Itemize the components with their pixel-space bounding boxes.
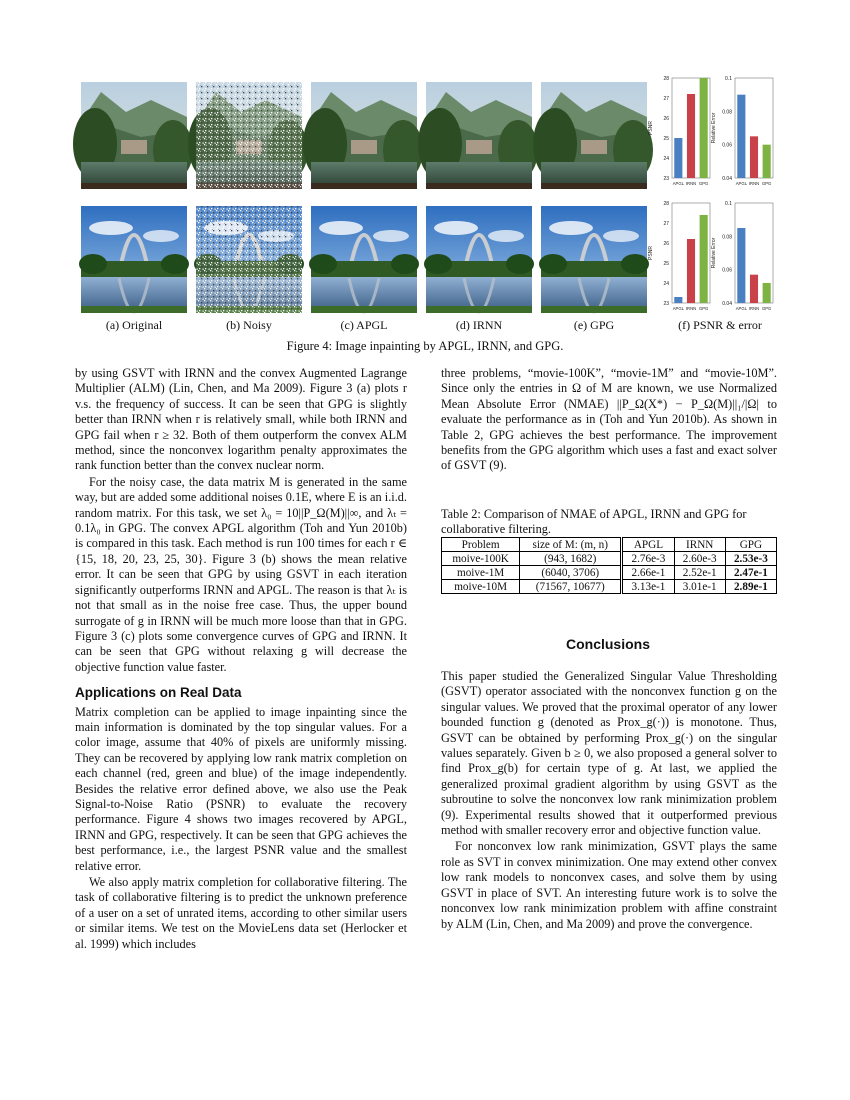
subcaption-gpg: (e) GPG [573, 318, 615, 332]
bar-apgl [674, 297, 682, 303]
right-column-top [441, 366, 777, 475]
image-irnn-2 [424, 206, 534, 313]
y-tick-label: 23 [663, 301, 669, 307]
x-tick-label: APGL [735, 306, 747, 311]
y-tick-label: 24 [663, 156, 669, 162]
y-tick-label: 0.08 [722, 109, 732, 116]
left-column [75, 366, 407, 953]
table-header: GPG [725, 538, 776, 552]
table-row [442, 552, 777, 566]
bar-irnn [750, 136, 758, 178]
subcaption-irnn: (d) IRNN [455, 318, 503, 332]
x-tick-label: GPG [762, 181, 772, 186]
y-tick-label: 0.1 [725, 76, 732, 82]
table-cell: (943, 1682) [520, 552, 622, 566]
bar-apgl [737, 95, 745, 178]
paragraph: by using GSVT with IRNN and the convex Augmented Lagrange Multiplier (ALM) (Lin, Chen, and Ma 2009). Figure 3 (a) plots r v.s. the frequency of success. It can be seen that GPG is slightly better than IRNN when r is relatively small, while both IRNN and GPG fail when r ≥ 32. Both of them outperform the convex ALM method, since the nonconvex logarithm penalty approximates the rank function better than the convex nuclear norm. [75, 366, 407, 473]
psnr-error-charts [640, 70, 790, 320]
section-heading: Applications on Real Data [75, 685, 242, 701]
y-tick-label: 23 [663, 176, 669, 182]
paragraph: This paper studied the Generalized Singular Value Thresholding (GSVT) operator associated with the nonconvex function g on the singular values. We proved that the proximal operator of any lower bounded function g (denoted as Prox_g(·)) is monotone. Thus, GSVT can be obtained by performing Prox_g(·) on the singular values separately. Given b ≥ 0, we also proposed a general solver to find Prox_g(b) for certain type of g. At last, we applied the generalized proximal gradient algorithm by using GSVT as the subroutine to solve the nonconvex low rank minimization problem (9). Experimental results showed that it outperformed previous method with smaller recovery error and objective function value. [441, 669, 777, 838]
y-tick-label: 26 [663, 241, 669, 247]
bar-gpg [763, 283, 771, 303]
image-noisy-1 [188, 82, 308, 189]
image-original-1 [73, 82, 193, 189]
table-cell: moive-10M [442, 580, 520, 594]
paragraph: For the noisy case, the data matrix M is generated in the same way, but are added some additional noises 0.1E, where E is an i.i.d. random matrix. For this task, we set λ₀ = 10||P_Ω(M)||∞, and λₜ = 0.1λ₀ in GPG. The convex APGL algorithm (Toh and Yun 2010b) is compared in this task. Each method is run 100 times for each r ∈ {15, 18, 20, 23, 25, 30}. Figure 3 (b) shows the mean relative error. It can be seen that GPG by using GSVT in each iteration significantly outperforms IRNN and APGL. The reason is that λₜ is not that small as in the noise free case. Thus, the upper bound surrogate of g in IRNN will be much more loose than that in GPG. Figure 3 (c) plots some convergence curves of GPG and IRNN. It can be seen that GPG without relaxing g will decrease the objective function value faster. [75, 474, 407, 674]
y-tick-label: 24 [663, 281, 669, 287]
subcaption-noisy: (b) Noisy [226, 318, 272, 332]
subcaption-original: (a) Original [105, 318, 163, 332]
bar-gpg [700, 215, 708, 303]
x-tick-label: IRNN [748, 181, 760, 186]
y-axis-label: PSNR [648, 246, 654, 260]
table-cell: 2.76e-3 [622, 552, 674, 566]
y-tick-label: 27 [663, 96, 669, 102]
table-header: IRNN [674, 538, 725, 552]
bar-gpg [763, 145, 771, 178]
y-tick-label: 28 [663, 201, 669, 207]
image-apgl-2 [309, 206, 419, 313]
y-axis-label: PSNR [648, 121, 654, 135]
paragraph: We also apply matrix completion for collaborative filtering. The task of collaborative filtering is to predict the unknown preference of a user on a set of unrated items, according to other similar users or similar items. We test on the MovieLens data set (Herlocker et al. 1999) which includes [75, 875, 407, 951]
x-tick-label: APGL [672, 306, 684, 311]
table-cell: 2.66e-1 [622, 566, 674, 580]
table-cell: 3.13e-1 [622, 580, 674, 594]
table-cell: (6040, 3706) [520, 566, 622, 580]
figure-caption: Figure 4: Image inpainting by APGL, IRNN, and GPG. [286, 339, 564, 353]
x-tick-label: IRNN [748, 306, 760, 311]
y-tick-label: 26 [663, 116, 669, 122]
y-tick-label: 0.08 [722, 234, 732, 241]
table-cell: (71567, 10677) [520, 580, 622, 594]
nmae-table [441, 537, 777, 594]
paragraph: For nonconvex low rank minimization, GSVT plays the same role as SVT in convex minimization. One may extend other convex low rank models to nonconvex cases, and solve them by using GSVT in place of SVT. An interesting future work is to solve the nonconvex low rank minimization problem with affine constraint by ALM (Lin, Chen, and Ma 2009) and prove the convergence. [441, 839, 777, 931]
y-tick-label: 0.04 [722, 176, 732, 182]
table-row [442, 566, 777, 580]
table-cell: moive-100K [442, 552, 520, 566]
bar-irnn [750, 275, 758, 303]
y-tick-label: 25 [663, 136, 669, 142]
image-apgl-1 [303, 82, 423, 189]
bar-gpg [700, 78, 708, 178]
y-tick-label: 0.06 [722, 142, 732, 149]
table-cell: 2.89e-1 [725, 580, 776, 594]
y-axis-label: Relative Error [711, 237, 717, 269]
y-tick-label: 28 [663, 76, 669, 82]
table-header: Problem [442, 538, 520, 552]
bar-irnn [687, 239, 695, 303]
table-cell: 3.01e-1 [674, 580, 725, 594]
x-tick-label: APGL [735, 181, 747, 186]
table-cell: 2.52e-1 [674, 566, 725, 580]
image-gpg-1 [533, 82, 653, 189]
paragraph: three problems, “movie-100K”, “movie-1M” and “movie-10M”. Since only the entries in Ω of M are known, we use Normalized Mean Absolute Error (NMAE) ||P_Ω(X*) − P_Ω(M)||₁/|Ω| to evaluate the performance as in (Toh and Yun 2010b). As shown in Table 2, GPG achieves the best performance. The improvement benefits from the GPG algorithm which uses a fast and exact solver of GSVT (9). [441, 366, 777, 473]
table-cell: 2.47e-1 [725, 566, 776, 580]
x-tick-label: IRNN [685, 306, 697, 311]
image-gpg-2 [539, 206, 649, 313]
x-tick-label: APGL [672, 181, 684, 186]
table-row [442, 580, 777, 594]
image-original-2 [79, 206, 189, 313]
image-noisy-2 [194, 206, 304, 313]
subcaption-apgl: (c) APGL [340, 318, 388, 332]
subcaption-psnr-error: (f) PSNR & error [678, 318, 762, 332]
table-cell: moive-1M [442, 566, 520, 580]
table-header-row [442, 538, 777, 552]
bar-apgl [737, 228, 745, 303]
y-axis-label: Relative Error [711, 112, 717, 144]
bar-apgl [674, 138, 682, 178]
y-tick-label: 0.04 [722, 301, 732, 307]
table-cell: 2.60e-3 [674, 552, 725, 566]
x-tick-label: GPG [762, 306, 772, 311]
table-cell: 2.53e-3 [725, 552, 776, 566]
x-tick-label: GPG [699, 306, 709, 311]
image-irnn-1 [418, 82, 538, 189]
section-heading-conclusions: Conclusions [565, 636, 650, 652]
x-tick-label: GPG [699, 181, 709, 186]
right-column-bottom [441, 669, 777, 933]
x-tick-label: IRNN [685, 181, 697, 186]
table-header: size of M: (m, n) [520, 538, 622, 552]
y-tick-label: 0.1 [725, 201, 732, 207]
table-caption: Table 2: Comparison of NMAE of APGL, IRNN and GPG for collaborative filtering. [441, 507, 747, 536]
y-tick-label: 27 [663, 221, 669, 227]
bar-irnn [687, 94, 695, 178]
y-tick-label: 0.06 [722, 267, 732, 274]
y-tick-label: 25 [663, 261, 669, 267]
paragraph: Matrix completion can be applied to image inpainting since the main information is dominated by the top singular values. For a color image, assume that 40% of pixels are uniformly missing. They can be recovered by applying low rank matrix completion on each channel (red, green and blue) of the image independently. Besides the relative error defined above, we also use the Peak Signal-to-Noise Ratio (PSNR) to evaluate the recovery performance. Figure 4 shows two images recovered by APGL, IRNN and GPG, respectively. It can be seen that GPG achieves the best performance, i.e., the largest PSNR value and the smallest relative error. [75, 704, 407, 873]
table-header: APGL [622, 538, 674, 552]
